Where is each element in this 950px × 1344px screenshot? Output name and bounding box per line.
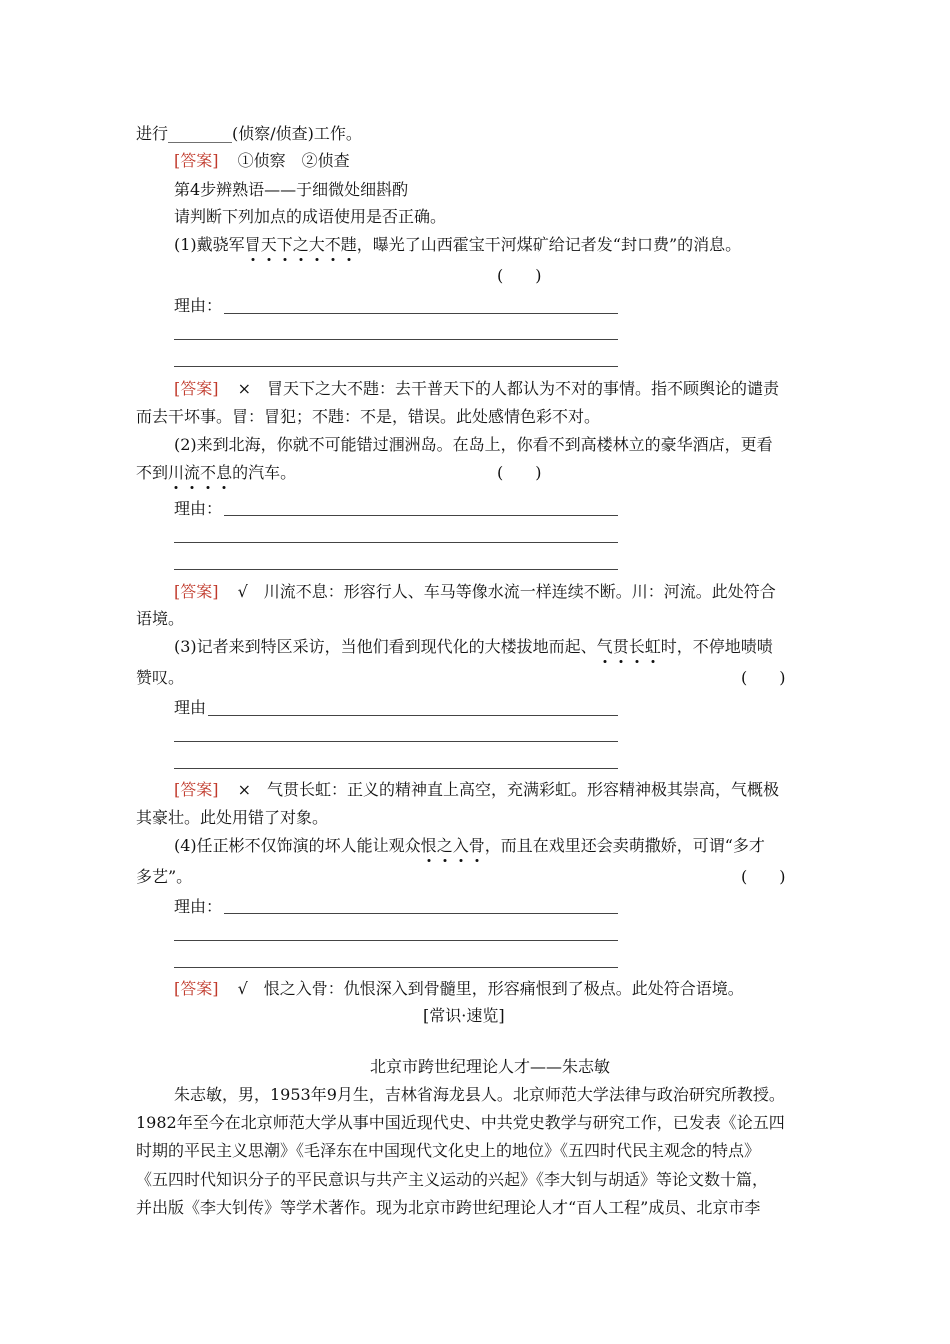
article-paragraph: 并出版《李大钊传》等学术著作。现为北京市跨世纪理论人才“百人工程”成员、北京市李 bbox=[136, 1198, 761, 1217]
emphasized-char: 川 bbox=[168, 463, 185, 482]
question-text: 不到 bbox=[136, 463, 169, 482]
answer-text-cont: 而去干坏事。冒：冒犯；不韪：不是，错误。此处感情色彩不对。 bbox=[136, 407, 601, 426]
emphasized-char: 气 bbox=[596, 637, 613, 656]
emphasized-idiom bbox=[168, 463, 232, 482]
reason-answer-line[interactable] bbox=[174, 741, 618, 742]
emphasized-char: 息 bbox=[216, 463, 233, 482]
question-text: (4)任正彬不仅饰演的坏人能让观众 bbox=[174, 836, 421, 855]
answer-tag: [答案] bbox=[174, 151, 219, 170]
article-title: 北京市跨世纪理论人才——朱志敏 bbox=[370, 1057, 611, 1076]
answer-text: ①侦察 ②侦查 bbox=[237, 151, 350, 170]
emphasized-char: 虹 bbox=[644, 637, 661, 656]
answer-tag: [答案] bbox=[174, 379, 219, 398]
article-paragraph: 1982年至今在北京师范大学从事中国近现代史、中共党史教学与研究工作，已发表《论五四 bbox=[136, 1113, 785, 1132]
question-text: (1)戴骁军 bbox=[174, 235, 245, 254]
answer-text: √ 川流不息：形容行人、车马等像水流一样连续不断。川：河流。此处符合 bbox=[237, 582, 776, 601]
question-1 bbox=[174, 235, 741, 255]
answer-bracket[interactable]: ( ) bbox=[741, 668, 786, 687]
reason-answer-line[interactable] bbox=[208, 715, 618, 716]
text-line: 进行________(侦察/侦查)工作。 bbox=[136, 124, 362, 143]
emphasized-char: 长 bbox=[628, 637, 645, 656]
reason-answer-line[interactable] bbox=[224, 515, 618, 516]
answer-line bbox=[174, 151, 350, 171]
reason-answer-line[interactable] bbox=[224, 913, 618, 914]
reason-answer-line[interactable] bbox=[174, 366, 618, 367]
answer-tag: [答案] bbox=[174, 582, 219, 601]
answer-text-cont: 其豪壮。此处用错了对象。 bbox=[136, 808, 329, 827]
emphasized-char: 之 bbox=[436, 836, 453, 855]
answer-line bbox=[174, 379, 779, 399]
emphasized-char: 恨 bbox=[420, 836, 437, 855]
answer-bracket[interactable]: ( ) bbox=[497, 463, 542, 482]
question-4-cont: 多艺”。 bbox=[136, 867, 193, 886]
article-paragraph: 《五四时代知识分子的平民意识与共产主义运动的兴起》《李大钊与胡适》等论文数十篇， bbox=[136, 1170, 769, 1189]
question-text: 的汽车。 bbox=[232, 463, 297, 482]
answer-line bbox=[174, 582, 776, 602]
answer-text: × 冒天下之大不韪：去干普天下的人都认为不对的事情。指不顾舆论的谴责 bbox=[237, 379, 780, 398]
reason-answer-line[interactable] bbox=[174, 339, 618, 340]
emphasized-char: 入 bbox=[452, 836, 469, 855]
question-3-cont: 赞叹。 bbox=[136, 668, 185, 687]
question-3 bbox=[174, 637, 773, 657]
step-heading: 第4步辨熟语——于细微处细斟酌 bbox=[174, 180, 409, 199]
question-text: (3)记者来到特区采访，当他们看到现代化的大楼拔地而起、 bbox=[174, 637, 597, 656]
reason-label: 理由： bbox=[174, 499, 223, 518]
instruction-text: 请判断下列加点的成语使用是否正确。 bbox=[174, 207, 447, 226]
question-text: ，曝光了山西霍宝干河煤矿给记者发“封口费”的消息。 bbox=[356, 235, 742, 254]
question-2: (2)来到北海，你就不可能错过涠洲岛。在岛上，你看不到高楼林立的豪华酒店，更看 bbox=[174, 435, 773, 454]
emphasized-char: 冒 bbox=[244, 235, 261, 254]
answer-bracket[interactable]: ( ) bbox=[741, 867, 786, 886]
answer-tag: [答案] bbox=[174, 979, 219, 998]
reason-answer-line[interactable] bbox=[174, 967, 618, 968]
emphasized-char: 下 bbox=[276, 235, 293, 254]
emphasized-char: 不 bbox=[324, 235, 341, 254]
answer-text-cont: 语境。 bbox=[136, 609, 185, 628]
question-text: 时，不停地啧啧 bbox=[660, 637, 773, 656]
emphasized-char: 贯 bbox=[612, 637, 629, 656]
emphasized-idiom bbox=[597, 637, 661, 656]
reason-answer-line[interactable] bbox=[174, 569, 618, 570]
emphasized-char: 大 bbox=[308, 235, 325, 254]
answer-text: √ 恨之入骨：仇恨深入到骨髓里，形容痛恨到了极点。此处符合语境。 bbox=[237, 979, 744, 998]
emphasized-char: 流 bbox=[184, 463, 201, 482]
emphasized-idiom bbox=[421, 836, 485, 855]
article-paragraph: 时期的平民主义思潮》《毛泽东在中国现代文化史上的地位》《五四时代民主观念的特点》 bbox=[136, 1141, 761, 1160]
answer-bracket[interactable]: ( ) bbox=[497, 266, 542, 285]
emphasized-char: 天 bbox=[260, 235, 277, 254]
reason-label: 理由： bbox=[174, 897, 223, 916]
question-text: ，而且在戏里还会卖萌撒娇，可谓“多才 bbox=[484, 836, 765, 855]
question-4 bbox=[174, 836, 765, 856]
question-2-cont bbox=[136, 463, 296, 483]
answer-line bbox=[174, 780, 779, 800]
reason-label: 理由： bbox=[174, 296, 223, 315]
answer-line bbox=[174, 979, 744, 999]
reason-label: 理由 bbox=[174, 698, 207, 717]
answer-text: × 气贯长虹：正义的精神直上高空，充满彩虹。形容精神极其崇高，气概极 bbox=[237, 780, 780, 799]
section-title: [常识·速览] bbox=[423, 1006, 505, 1025]
reason-answer-line[interactable] bbox=[174, 768, 618, 769]
reason-answer-line[interactable] bbox=[224, 313, 618, 314]
reason-answer-line[interactable] bbox=[174, 940, 618, 941]
emphasized-char: 韪 bbox=[340, 235, 357, 254]
reason-answer-line[interactable] bbox=[174, 542, 618, 543]
answer-tag: [答案] bbox=[174, 780, 219, 799]
emphasized-char: 之 bbox=[292, 235, 309, 254]
emphasized-idiom bbox=[245, 235, 357, 254]
article-paragraph: 朱志敏，男，1953年9月生，吉林省海龙县人。北京师范大学法律与政治研究所教授。 bbox=[174, 1085, 785, 1104]
emphasized-char: 骨 bbox=[468, 836, 485, 855]
emphasized-char: 不 bbox=[200, 463, 217, 482]
